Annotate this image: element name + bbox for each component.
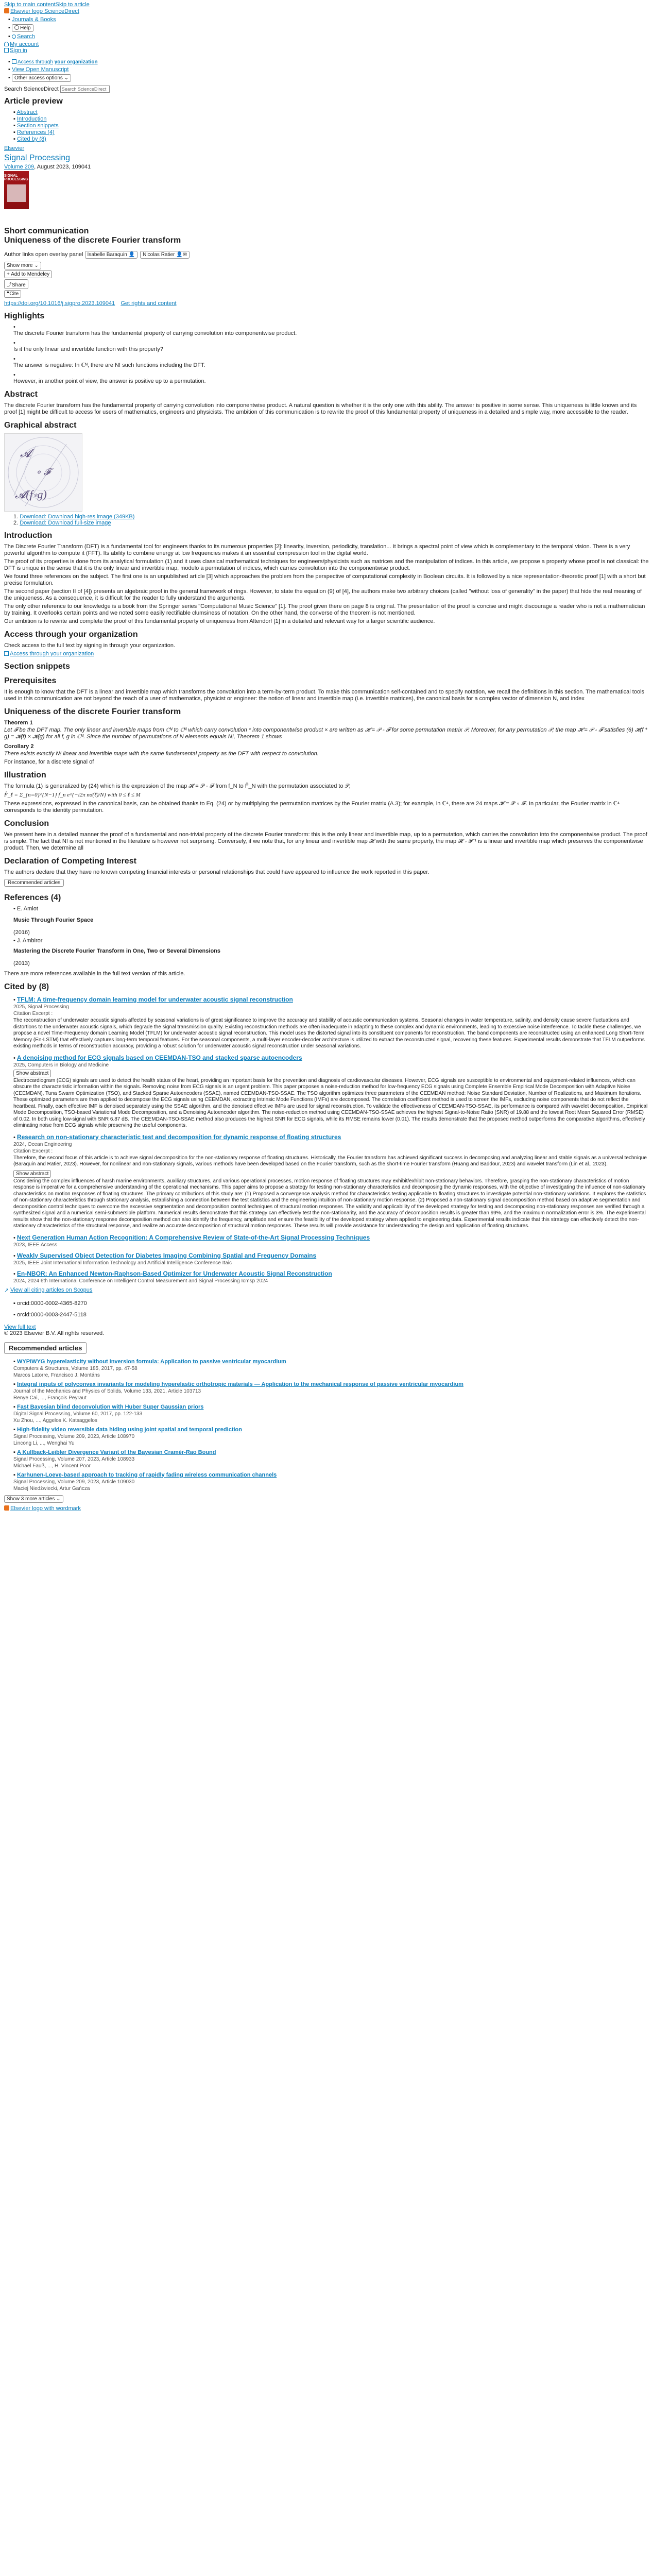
access-box-text: Check access to the full text by signing in through your organization. xyxy=(4,642,176,649)
introduction-heading: Introduction xyxy=(4,531,53,540)
show-abstract-button[interactable]: Show abstract xyxy=(13,1070,51,1077)
citing-article-meta: 2024, 2024 6th International Conference on Intelligent Control Measurement and Signal Processing Icmsp 2024 xyxy=(13,1278,268,1284)
top-logo[interactable]: Elsevier logo ScienceDirect xyxy=(4,8,649,14)
add-to-mendeley-button[interactable]: + Add to Mendeley xyxy=(4,270,52,278)
recommended-article-title[interactable]: A Kullback-Leibler Divergence Variant of the Bayesian Cramér-Rao Bound xyxy=(16,1449,216,1455)
svg-text:𝓐(f∗g): 𝓐(f∗g) xyxy=(15,488,47,501)
search-label: Search ScienceDirect xyxy=(4,86,59,92)
citation-excerpt-label: Citation Excerpt : xyxy=(13,1148,53,1154)
citing-article-title[interactable]: TFLM: A time-frequency domain learning model for underwater acoustic signal reconstruction xyxy=(16,996,293,1003)
citing-article: • Weakly Supervised Object Detection for Diabetes Imaging Combining Spatial and Frequency Domains 2025, IEEE Joint International Information Technology and Artificial Intelligence Conference Itaic xyxy=(13,1252,649,1266)
highlight-item: Is it the only linear and invertible function with this property? xyxy=(13,346,164,352)
citing-article-meta: 2025, IEEE Joint International Information Technology and Artificial Intelligence Conference Itaic xyxy=(13,1260,232,1266)
plus-icon: + xyxy=(7,272,10,277)
share-button[interactable]: ⤴Share xyxy=(4,279,28,289)
author-links-label: Author links open overlay panel xyxy=(4,251,83,258)
corollary-text: There exists exactly N! linear and invertible maps with the same fundamental property as the DFT with respect to convolution. xyxy=(4,751,319,757)
uniqueness-heading: Uniqueness of the discrete Fourier transform xyxy=(4,707,181,716)
recommended-article-authors: Xu Zhou, ..., Aggelos K. Katsaggelos xyxy=(13,1417,97,1423)
recommended-article-title[interactable]: High-fidelity video reversible data hiding using joint spatial and temporal prediction xyxy=(16,1426,242,1433)
download-high-res-link[interactable]: Download: Download high-res image (349KB) xyxy=(20,514,135,520)
cover-image xyxy=(7,184,26,202)
highlights-list: • The discrete Fourier transform has the fundamental property of carrying convolution into componentwise product. • Is it the only linear and invertible function with this property? • The answer is negative: In ℂᴺ, there are N! such functions including the DFT. • However, in another point of view, the answer is positive up to a permutation. xyxy=(13,324,649,385)
recommended-article-authors: Maciej Niedźwiecki, Artur Gańcza xyxy=(13,1485,90,1492)
recommended-list xyxy=(13,1359,649,1492)
person-icon: 👤 xyxy=(176,252,183,258)
recommended-article: ▪ Integral inputs of polyconvex invariants for modeling hyperelastic orthotropic materials — Application to the mechanical response of passive ventricular myocardium Journal of the Mechanics and Physics of Solids, Volume 133, 2021, Article 103713 Renye Cai, ..., François Peyraut xyxy=(13,1381,649,1401)
citing-article-abstract: Considering the complex influences of harsh marine environments, auxiliary structures, and various operational processes, motion response of floating structures may exhibit/exhibit non-stationary behaviors. Therefore, grasping the non-stationary characteristics of motion response is imperative for a comprehensive understanding of the operational mechanisms. This paper aims to propose a strategy for testing non-stationary characteristics and decomposing the dynamic responses, with the objective of investigating the influence of non-stationary characteristics on motion responses of floating structures. The primary contributions of this study are: (1) Proposed a convergence analysis method for characteristics testing applicable to floating structures to investigate potential non-stationary variations. It explores the statistics of non-stationary characteristics through stationary analysis, establishing a connection between the test statistics and the engineering intuition of non-stationary motion response. (2) Proposed a non-stationary signal decomposition method based on adaptive segmentation and decomposition control techniques to overcome the excessive segmentation and decomposition control techniques of structural motion responses. The validity and applicability of the developed strategy for testing and decomposing non-stationary responses are verified through a synthesized signal and a numerical semi-submersible platform. Numerical results demonstrate that this strategy can effectively test the non-stationarity, and the accuracy of decomposition results is greater than 99%, and the maximum normalization error is 3%. The experimental results show that the non-stationary response decomposition method can also identify the frequency, amplitude and ensure the feasibility of the developed strategy when applied to engineering data. Experimental results indicate that this strategy can effectively detect the non-stationary characteristics of the structural response, and realize an accurate decomposition of structural motion responses. These results will provide assistance for understanding the design and application of floating structures. xyxy=(13,1178,646,1229)
skip-links xyxy=(4,0,649,8)
institution-icon xyxy=(4,651,9,656)
institution-icon xyxy=(12,59,16,64)
cite-button[interactable]: ❝Cite xyxy=(4,290,21,298)
article-type: Short communication xyxy=(4,227,89,235)
recommended-article-source: Computers & Structures, Volume 185, 2017, pp. 47-58 xyxy=(13,1365,138,1371)
citing-article-title[interactable]: Next Generation Human Action Recognition: A Comprehensive Review of State-of-the-Art Signal Processing Techniques xyxy=(16,1233,370,1241)
intro-paragraph: The proof of its properties is done from its analytical formulation (1) and it uses classical mathematical techniques for engineers/physicists such as matrices and the manipulation of indices. In this article, we propose a property whose proof is not classical: the DFT is unique in the sense that it is the only linear and invertible map, modulo a permutation of indices, which carries convolution into the componentwise product. xyxy=(4,558,649,571)
volume-date: , August 2023, 109041 xyxy=(34,164,91,170)
recommended-article: ▪ Fast Bayesian blind deconvolution with Huber Super Gaussian priors Digital Signal Processing, Volume 60, 2017, pp. 122-133 Xu Zhou, ..., Aggelos K. Katsaggelos xyxy=(13,1404,649,1423)
recommended-box xyxy=(4,1341,649,1503)
search-bar xyxy=(4,86,649,93)
toc-section-snippets[interactable]: Section snippets xyxy=(16,123,59,129)
intro-paragraph: The only other reference to our knowledge is a book from the Springer series "Computational Music Science" [1]. The proof given there on page 8 is original. The presentation of the proof is concise and might discourage a reader who is not a mathematician by training. It overlooks certain points and we noted some easily rectifiable clumsiness of notation. On the other hand, the converse of the theorem is not mentioned. xyxy=(4,603,645,616)
view-all-citing-link[interactable]: ↗ View all citing articles on Scopus xyxy=(4,1286,93,1294)
graphical-abstract-heading: Graphical abstract xyxy=(4,421,77,430)
highlight-item: However, in another point of view, the answer is positive up to a permutation. xyxy=(13,378,206,384)
reference-title: Music Through Fourier Space xyxy=(13,917,94,923)
recommended-heading-button[interactable]: Recommended articles xyxy=(4,1342,87,1354)
recommended-article-source: Signal Processing, Volume 207, 2023, Article 108933 xyxy=(13,1456,135,1462)
graphical-downloads: 1. Download: Download high-res image (349KB) 2. Download: Download full-size image xyxy=(13,514,135,526)
journal-cover[interactable] xyxy=(4,171,29,209)
highlights-heading: Highlights xyxy=(4,312,45,320)
recommended-article-title[interactable]: Fast Bayesian blind deconvolution with Huber Super Gaussian priors xyxy=(16,1403,204,1410)
recommended-article-authors: Marcos Latorre, Francisco J. Montáns xyxy=(13,1372,100,1378)
sign-in-link[interactable]: Sign in xyxy=(4,47,27,54)
cited-by-heading: Cited by (8) xyxy=(4,982,49,991)
share-icon: ⤴ xyxy=(7,282,12,288)
citing-article-title[interactable]: Research on non-stationary characteristic test and decomposition for dynamic response of floating structures xyxy=(16,1133,341,1141)
graphical-abstract-image[interactable] xyxy=(4,433,82,512)
abstract-heading: Abstract xyxy=(4,390,38,399)
references-heading: References (4) xyxy=(4,893,61,902)
references-list xyxy=(13,906,649,967)
prerequisites-text: It is enough to know that the DFT is a linear and invertible map which transforms the convolution into a term-by-term product. To make this communication self-contained and to specify notation, we recall the definitions in this section. The mathematical tools used in this communication are not beyond the reach of a user of mathematics, physicist or engineer: the notion of linear and invertible map (i.e. invertible matrices), the canonical basis for a complex vector of dimension N, and index xyxy=(4,689,645,702)
recommended-article-authors: Lincong Li, ..., Wenghai Yu xyxy=(13,1440,75,1446)
article-title: Uniqueness of the discrete Fourier transform xyxy=(4,236,181,245)
citing-article: • En-NBOR: An Enhanced Newton-Raphson-Based Optimizer for Underwater Acoustic Signal Reconstruction 2024, 2024 6th International Conference on Intelligent Control Measurement and Signal Processing Icmsp 2024 xyxy=(13,1270,649,1284)
conclusion-heading: Conclusion xyxy=(4,819,49,828)
recommended-article-source: Journal of the Mechanics and Physics of Solids, Volume 133, 2021, Article 103713 xyxy=(13,1388,201,1394)
recommended-article-title[interactable]: Karhunen-Loeve-based approach to tracking of rapidly fading wireless communication channels xyxy=(16,1471,277,1478)
recommended-article-authors: Michael Fauß, ..., H. Vincent Poor xyxy=(13,1463,91,1469)
preview-toc: ▪ Abstract ▪ Introduction ▪ Section snippets ▪ References (4) ▪ Cited by (8) xyxy=(13,109,59,142)
declaration-heading: Declaration of Competing Interest xyxy=(4,857,136,866)
recommended-article-title[interactable]: WYPIWYG hyperelasticity without inversion formula: Application to passive ventricular myocardium xyxy=(16,1358,286,1365)
citing-article: • TFLM: A time-frequency domain learning model for underwater acoustic signal reconstruction 2025, Signal Processing Citation Excerpt : The reconstruction of underwater acoustic signals affected by seasonal variations is of great significance to improve the accuracy and stability of acoustic communication systems. Seasonal changes in water temperature, salinity, and density cause severe fluctuations and distortions to the underwater acoustic signals, which degrade the signal transmission quality. Existing reconstruction methods are often inadequate in adapting to these complex and dynamic environments, leading to excessive noise interference. To tackle these challenges, we propose a novel Time-Frequency domain Learning Model (TFLM) for underwater acoustic signal reconstruction. This model uses the distorted signal into its constituent components for reconstruction. The band components are reconstructed using an enhanced Long Short-Term Memory (En-LSTM) that effectively captures long-term temporal features. For the seasonal components, a multi-layer encoder-decoder architecture is utilized to extract the reconstructed signal, recovering these features. Experimental results demonstrate that TFLM outperforms existing methods in terms of reconstruction accuracy, providing a robust solution for underwater acoustic signal reconstruction under seasonal variations. xyxy=(13,996,649,1050)
toc-abstract[interactable]: Abstract xyxy=(16,109,38,115)
citing-article: • Next Generation Human Action Recognition: A Comprehensive Review of State-of-the-Art Signal Processing Techniques 2023, IEEE Access xyxy=(13,1234,649,1248)
skip-to-main-link[interactable]: Skip to main contentSkip to article xyxy=(4,2,90,8)
svg-text:∘ 𝓕: ∘ 𝓕 xyxy=(36,467,51,477)
citing-article-abstract: Electrocardiogram (ECG) signals are used to detect the health status of the heart, providing an important basis for the prevention and diagnosis of cardiovascular diseases. However, ECG signals are susceptible to environmental and equipment-related influences, which can obscure the characteristic information within the signals. Removing noise from ECG signals is an urgent problem. This paper proposes a noise-reduction method for low-frequency ECG signals using Complete Ensemble Empirical Mode Decomposition with Adaptive Noise (CEEMDAN), Tuna Swarm Optimization (TSO), and Stacked Sparse Autoencoders (SSAE), named CEEMDAN-TSO-SSAE. The TSO algorithm optimizes three parameters of the CEEMDAN method: Noise Standard Deviation, Number of Realizations, and Maximum Iterations. These optimized parameters are then applied to decompose the ECG signals using CEEMDAN, extracting Intrinsic Mode Functions (IMFs) are decomposed. The correlation coefficient method is used to screen the IMFs, excluding noise components that do not reflect the heartbeat. Finally, each effective IMF is denoised separately using the SSAE algorithm, and the denoised effective IMFs are used for signal reconstruction. To validate the effectiveness of CEEMDAN-TSO-SSAE, its performance is compared with wavelet decomposition, Empirical Mode Decomposition, TSO-based Variational Mode Decomposition, and a Denoising Autoencoder algorithm. The noise-reduction method using CEEMDAN-TSO-SSAE achieves the highest Signal-to-Noise Ratio (SNR) of 19.88 and the lowest Root Mean Squared Error (RMSE) of 0.02. In both using low-signal with SNR 6.87 dB. The CEEMDAN-TSO-SSAE method also produces the highest SNR for ECG signals, while its RMSE remains lower (0.01). The results demonstrate that the proposed method outperforms the comparative algorithms, effectively eliminating noise from ECG signals while preserving the useful components. xyxy=(13,1077,648,1128)
reference-author: • J. Ambiror xyxy=(13,938,43,944)
author-ratier-button[interactable]: Nicolas Ratier 👤✉ xyxy=(140,251,190,259)
introduction-body xyxy=(4,544,649,625)
recommended-articles-button[interactable]: Recommended articles xyxy=(4,879,64,887)
recommended-article-authors: Renye Cai, ..., François Peyraut xyxy=(13,1395,87,1401)
email-icon: ✉ xyxy=(182,252,187,258)
recommended-article-title[interactable]: Integral inputs of polyconvex invariants for modeling hyperelastic orthotropic materials — Application to the mechanical response of passive ventricular myocardium xyxy=(16,1381,463,1387)
authors-row xyxy=(4,250,649,259)
citing-article-meta: 2025, Signal Processing xyxy=(13,1004,69,1010)
access-org-button[interactable]: Access through your organization xyxy=(4,651,94,657)
recommended-article: ▪ High-fidelity video reversible data hiding using joint spatial and temporal prediction Signal Processing, Volume 209, 2023, Article 108970 Lincong Li, ..., Wenghai Yu xyxy=(13,1427,649,1446)
highlight-item: The answer is negative: In ℂᴺ, there are N! such functions including the DFT. xyxy=(13,362,205,368)
person-icon xyxy=(4,42,9,46)
theorem-label: Theorem 1 xyxy=(4,720,33,726)
cited-by-list xyxy=(13,996,649,1284)
intro-paragraph: The second paper (section II of [4]) presents an algebraic proof in the general framework of rings. However, to state the equation (9) of [4], the authors make two arbitrary choices (called "without loss of generality" in the paper) that hide the real meaning of the uniqueness. As a consequence, it is difficult for the reader to fully understand the arguments. xyxy=(4,588,642,601)
toc-cited-by[interactable]: Cited by (8) xyxy=(16,136,46,142)
access-options: ▪ Access through your organization ▪ View Open Manuscript ▪ Other access options ⌄ xyxy=(8,59,98,81)
elsevier-tree-icon xyxy=(4,1505,9,1511)
top-nav: ▪ Journals & Books ▪ Help ▪ Search xyxy=(8,16,56,40)
search-link[interactable]: Search xyxy=(12,33,35,40)
recommended-article: ▪ A Kullback-Leibler Divergence Variant of the Bayesian Cramér-Rao Bound Signal Processing, Volume 207, 2023, Article 108933 Michael Fauß, ..., H. Vincent Poor xyxy=(13,1449,649,1469)
elsevier-tree-icon xyxy=(4,8,9,13)
signin-icon xyxy=(4,48,9,53)
recommended-article-source: Signal Processing, Volume 209, 2023, Article 108970 xyxy=(13,1433,135,1439)
my-account-link[interactable]: My account xyxy=(4,41,39,47)
doi-link[interactable]: https://doi.org/10.1016/j.sigpro.2023.109041 xyxy=(4,300,115,307)
citation-excerpt-text: Therefore, the second focus of this article is to achieve signal decomposition for the non-stationary response of floating structures. Historically, the Fourier transform has achieved significant success in decomposing and analyzing linear and stable signals as a universal technique (Baraquin and Ratier, 2023). However, for nonlinear and non-stationary signals, various methods have been developed based on the Fourier transform, such as the short-time Fourier transform (Huang and Baddour, 2023) and wavelet transform (Lin et al., 2023). xyxy=(13,1155,647,1167)
recommended-article-source: Digital Signal Processing, Volume 60, 2017, pp. 122-133 xyxy=(13,1411,143,1417)
help-button[interactable]: Help xyxy=(12,24,33,32)
toc-introduction[interactable]: Introduction xyxy=(16,116,47,122)
citing-article-abstract: The reconstruction of underwater acoustic signals affected by seasonal variations is of great significance to improve the accuracy and stability of acoustic communication systems. Seasonal changes in water temperature, salinity, and density cause severe fluctuations and distortions to the underwater acoustic signals, which degrade the signal transmission quality. Existing reconstruction methods are often inadequate in adapting to these complex and dynamic environments, leading to excessive noise interference. To tackle these challenges, we propose a novel Time-Frequency domain Learning Model (TFLM) for underwater acoustic signal reconstruction. This model uses the distorted signal into its constituent components for reconstruction. The band components are reconstructed using an enhanced Long Short-Term Memory (En-LSTM) that effectively captures long-term temporal features. For the seasonal components, a multi-layer encoder-decoder architecture is utilized to extract the reconstructed signal, recovering these features. Experimental results demonstrate that TFLM outperforms existing methods in terms of reconstruction accuracy, providing a robust solution for underwater acoustic signal reconstruction under seasonal variations. xyxy=(13,1018,645,1049)
citing-article: • A denoising method for ECG signals based on CEEMDAN-TSO and stacked sparse autoencoders 2025, Computers in Biology and Medicine Show abstract Electrocardiogram (ECG) signals are used to detect the health status of the heart, providing an important basis for the prevention and diagnosis of cardiovascular diseases. However, ECG signals are susceptible to environmental and equipment-related influences, which can obscure the characteristic information within the signals. Removing noise from ECG signals is an urgent problem. This paper proposes a noise-reduction method for low-frequency ECG signals using Complete Ensemble Empirical Mode Decomposition with Adaptive Noise (CEEMDAN), Tuna Swarm Optimization (TSO), and Stacked Sparse Autoencoders (SSAE), named CEEMDAN-TSO-SSAE. The TSO algorithm optimizes three parameters of the CEEMDAN method: Noise Standard Deviation, Number of Realizations, and Maximum Iterations. These optimized parameters are then applied to decompose the ECG signals using CEEMDAN, extracting Intrinsic Mode Functions (IMFs) are decomposed. The correlation coefficient method is used to screen the IMFs, excluding noise components that do not reflect the heartbeat. Finally, each effective IMF is denoised separately using the SSAE algorithm, and the denoised effective IMFs are used for signal reconstruction. To validate the effectiveness of CEEMDAN-TSO-SSAE, its performance is compared with wavelet decomposition, Empirical Mode Decomposition, TSO-based Variational Mode Decomposition, and a Denoising Autoencoder algorithm. The noise-reduction method using CEEMDAN-TSO-SSAE achieves the highest Signal-to-Noise Ratio (SNR) of 19.88 and the lowest Root Mean Squared Error (RMSE) of 0.02. In both using low-signal with SNR 6.87 dB. The CEEMDAN-TSO-SSAE method also produces the highest SNR for ECG signals, while its RMSE remains lower (0.01). The results demonstrate that the proposed method outperforms the comparative algorithms, effectively eliminating noise from ECG signals while preserving the useful components. xyxy=(13,1054,649,1129)
download-full-size-link[interactable]: Download: Download full-size image xyxy=(20,520,111,526)
journal-cover-text: SIGNAL PROCESSING xyxy=(4,174,28,181)
other-access-options-button[interactable]: Other access options ⌄ xyxy=(12,74,71,82)
access-box-heading: Access through your organization xyxy=(4,630,138,639)
citing-article: • Research on non-stationary characteristic test and decomposition for dynamic response of floating structures 2024, Ocean Engineering Citation Excerpt : Therefore, the second focus of this article is to achieve signal decomposition for the non-stationary response of floating structures. Historically, the Fourier transform has achieved significant success in decomposing and analyzing linear and stable signals as a universal technique (Baraquin and Ratier, 2023). However, for nonlinear and non-stationary signals, various methods have been developed based on the Fourier transform, such as the short-time Fourier transform (Huang and Baddour, 2023) and wavelet transform (Lin et al., 2023). Show abstract Considering the complex influences of harsh marine environments, auxiliary structures, and various operational processes, motion response of floating structures may exhibit/exhibit non-stationary behaviors. Therefore, grasping the non-stationary characteristics of motion response is imperative for a comprehensive understanding of the operational mechanisms. This paper aims to propose a strategy for testing non-stationary characteristics and decomposing the dynamic responses, with the objective of investigating the influence of non-stationary characteristics on motion responses of floating structures. The primary contributions of this study are: (1) Proposed a convergence analysis method for characteristics testing applicable to floating structures to investigate potential non-stationary variations. It explores the statistics of non-stationary characteristics through stationary analysis, establishing a connection between the test statistics and the engineering intuition of non-stationary motion response. (2) Proposed a non-stationary signal decomposition method based on adaptive segmentation and decomposition control techniques to overcome the excessive segmentation and decomposition control techniques of structural motion responses. The validity and applicability of the developed strategy for testing and decomposing non-stationary responses are verified through a synthesized signal and a numerical semi-submersible platform. Numerical results demonstrate that this strategy can effectively test the non-stationarity, and the accuracy of decomposition results is greater than 99%, and the maximum normalization error is 3%. The experimental results show that the non-stationary response decomposition method can also identify the frequency, amplitude and ensure the feasibility of the developed strategy when applied to engineering data. Experimental results indicate that this strategy can effectively detect the non-stationary characteristics of the structural response, and realize an accurate decomposition of structural motion responses. These results will provide assistance for understanding the design and application of floating structures. xyxy=(13,1133,649,1230)
author-baraquin-button[interactable]: Isabelle Baraquin 👤 xyxy=(85,251,138,259)
recommended-article: ▪ Karhunen-Loeve-based approach to tracking of rapidly fading wireless communication channels Signal Processing, Volume 209, 2023, Article 109030 Maciej Niedźwiecki, Artur Gańcza xyxy=(13,1472,649,1492)
person-icon: 👤 xyxy=(128,252,135,258)
corollary-text-2: For instance, for a discrete signal of xyxy=(4,759,94,765)
citing-article-title[interactable]: Weakly Supervised Object Detection for Diabetes Imaging Combining Spatial and Frequency Domains xyxy=(16,1251,317,1259)
journal-title-link[interactable]: Signal Processing xyxy=(4,154,71,162)
chevron-down-icon: ⌄ xyxy=(64,75,69,81)
conclusion-text: We present here in a detailed manner the proof of a fundamental and non-trivial property of the discrete Fourier transform: this is the only linear and invertible map, up to a permutation, which carries the convolution into the componentwise product. The proof is simple. The fact that N! is not mentioned in the literature is however not surprising. Conversely, if we note that, for any linear and invertible map 𝓗 with the same property, the map 𝓗 ∘ 𝓕⁻¹ is a linear and invertible map which preserves the componentwise product. Then, we determine all xyxy=(4,832,647,851)
search-icon xyxy=(12,35,16,39)
reference-author: • E. Amiot xyxy=(13,906,38,912)
footer-logo[interactable]: Elsevier logo with wordmark xyxy=(4,1505,649,1512)
citing-article-title[interactable]: A denoising method for ECG signals based on CEEMDAN-TSO and stacked sparse autoencoders xyxy=(16,1054,302,1061)
illustration-text: The formula (1) is generalized by (24) which is the expression of the map 𝓗 = 𝒫 ∘ 𝓕 from f_N to F̂_N with the permutation associated to 𝒫, xyxy=(4,783,351,789)
volume-link[interactable]: Volume 209 xyxy=(4,164,35,170)
theorem-text: Let 𝓕 be the DFT map. The only linear and invertible maps from ℂᴺ to ℂᴺ which carry convolution * into componentwise product × are written as 𝓗 = 𝒫 ∘ 𝓕 for some permutation matrix 𝒫. Moreover, for any permutation 𝒫, the map 𝓗 = 𝒫 ∘ 𝓕 satisfies (6) 𝓗(f * g) = 𝓗(f) × 𝓗(g) for all f, g in ℂᴺ. Since the number of permutations of N elements equals N!, Theorem 1 shows xyxy=(4,727,647,740)
rights-link[interactable]: Get rights and content xyxy=(121,300,177,307)
recommended-article-source: Signal Processing, Volume 209, 2023, Article 109030 xyxy=(13,1479,135,1485)
citing-article-meta: 2023, IEEE Access xyxy=(13,1242,58,1248)
publisher-logo[interactable]: Elsevier xyxy=(4,145,25,151)
intro-paragraph: Our ambition is to rewrite and complete the proof of this fundamental property of uniqueness from Altendorf [1] in a detailed and relevant way for a larger scientific audience. xyxy=(4,618,435,624)
article-preview-heading: Article preview xyxy=(4,97,63,106)
citing-article-meta: 2025, Computers in Biology and Medicine xyxy=(13,1062,109,1068)
illustration-formula: F̂_ℓ = Σ_{n=0}^{N−1} f_n e^{−i2π nσ(ℓ)/N} with 0 ≤ ℓ ≤ M xyxy=(4,792,141,798)
quote-icon: ❝ xyxy=(7,291,10,297)
intro-paragraph: The Discrete Fourier Transform (DFT) is a fundamental tool for engineers thanks to its numerous properties [2]: linearity, inversion, periodicity, translation... It brings a spectral point of view which is complementary to the temporal vision. There is a very powerful algorithm to compute it (FFT). Its ability to combine energy at low frequencies makes it an essential compression tool in the digital world. xyxy=(4,544,630,556)
highlight-item: The discrete Fourier transform has the fundamental property of carrying convolution into componentwise product. xyxy=(13,330,297,336)
recommended-article: ▪ WYPIWYG hyperelasticity without inversion formula: Application to passive ventricular myocardium Computers & Structures, Volume 185, 2017, pp. 47-58 Marcos Latorre, Francisco J. Montáns xyxy=(13,1359,649,1378)
arrow-right-icon: ↗ xyxy=(4,1287,9,1294)
reference-year: (2013) xyxy=(13,960,30,967)
abstract-text: The discrete Fourier transform has the fundamental property of carrying convolution into componentwise product. A natural question is whether it is the only one with this ability. The answer is positive in some sense. This uniqueness is little known and its proof [1] might be difficult to access for users of mathematics, engineers and physicists. The ambition of this communication is to rewrite the proof of this fundamental property of uniqueness in a detailed and simple way, more accessible to the reader. xyxy=(4,402,637,415)
show-more-articles-button[interactable]: Show 3 more articles ⌄ xyxy=(4,1495,63,1503)
show-abstract-button[interactable]: Show abstract xyxy=(13,1170,51,1178)
citation-excerpt-label: Citation Excerpt : xyxy=(13,1011,53,1016)
toc-references[interactable]: References (4) xyxy=(16,129,55,135)
chevron-down-icon: ⌄ xyxy=(56,1496,61,1502)
chevron-down-icon: ⌄ xyxy=(34,263,39,268)
search-input[interactable] xyxy=(60,86,110,93)
citing-article-title[interactable]: En-NBOR: An Enhanced Newton-Raphson-Based Optimizer for Underwater Acoustic Signal Reconstruction xyxy=(16,1269,332,1277)
view-full-text-link[interactable]: View full text xyxy=(4,1324,36,1330)
declaration-text: The authors declare that they have no known competing financial interests or personal relationships that could have appeared to influence the work reported in this paper. xyxy=(4,869,429,875)
orcid-id: orcid:0000-0002-4365-8270 xyxy=(16,1300,87,1307)
illustration-text-2: These expressions, expressed in the canonical basis, can be obtained thanks to Eq. (24) or by multiplying the permutation matrices by the Fourier matrix (A.3); for example, in ℂ⁴, there are 24 maps 𝓗 = 𝒫 ∘ 𝓕. In particular, the Fourier matrix in ℂ⁴ corresponds to the identity permutation. xyxy=(4,801,620,814)
view-open-manuscript-link[interactable]: View Open Manuscript xyxy=(11,66,69,73)
formula-glyph: 𝓐 xyxy=(20,447,31,460)
illustration-heading: Illustration xyxy=(4,771,46,779)
copyright: © 2023 Elsevier B.V. All rights reserved. xyxy=(4,1330,105,1336)
more-references-note: There are more references available in the full text version of this article. xyxy=(4,971,185,977)
orcid-list: ▪ orcid:0000-0002-4365-8270 ▪ orcid:0000-0003-2447-5118 xyxy=(13,1300,87,1318)
show-more-button[interactable]: Show more ⌄ xyxy=(4,262,41,269)
prerequisites-heading: Prerequisites xyxy=(4,676,57,685)
corollary-label: Corollary 2 xyxy=(4,743,34,750)
access-through-org-button[interactable]: Access through your organization xyxy=(12,59,98,65)
citing-article-meta: 2024, Ocean Engineering xyxy=(13,1141,72,1147)
orcid-id: orcid:0000-0003-2447-5118 xyxy=(16,1311,87,1318)
section-snippets-heading: Section snippets xyxy=(4,662,71,671)
graphical-abstract-svg xyxy=(5,434,82,511)
journals-link[interactable]: Journals & Books xyxy=(11,16,56,23)
help-icon xyxy=(14,25,19,30)
reference-title: Mastering the Discrete Fourier Transform in One, Two or Several Dimensions xyxy=(13,948,221,954)
reference-year: (2016) xyxy=(13,929,30,936)
intro-paragraph: We found three references on the subject. The first one is an unpublished article [3] which approaches the problem from the perspective of computational complexity in Boolean circuits. It is followed by a nice representation-theoretic proof [1] with a short but precise formulation. xyxy=(4,573,646,586)
